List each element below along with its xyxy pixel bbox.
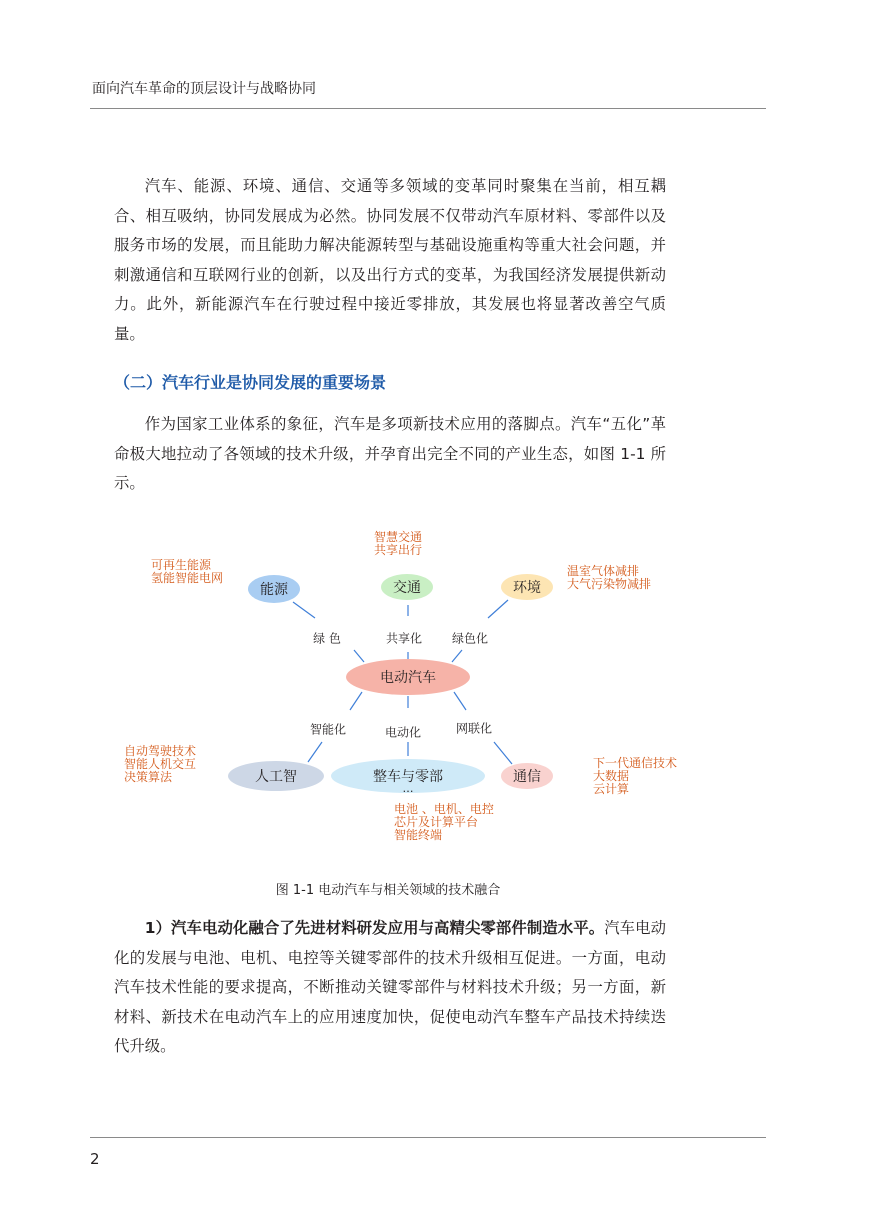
paragraph-five-transformations: 作为国家工业体系的象征，汽车是多项新技术应用的落脚点。汽车“五化”革命极大地拉动了各领域的技术升级，并孕育出完全不同的产业生态，如图 1-1 所示。 — [114, 415, 666, 492]
footer-divider — [90, 1137, 766, 1138]
paragraph-electrification — [114, 914, 666, 1062]
header-divider — [90, 108, 766, 109]
note-line: 大数据 — [593, 769, 630, 783]
edge-label-transport: 共享化 — [385, 631, 423, 646]
paragraph-collaboration: 汽车、能源、环境、通信、交通等多领域的变革同时聚集在当前，相互耦合、相互吸纳，协同发展成为必然。协同发展不仅带动汽车原材料、零部件以及服务市场的发展，而且能助力解决能源转型与基础设施重构等重大社会问题，并刺激通信和互联网行业的创新，以及出行方式的变革，为我国经济发展提供新动力。此外，新能源汽车在行驶过程中接近零排放，其发展也将显著改善空气质量。 — [114, 177, 666, 343]
node-transport: 交通 — [381, 574, 433, 600]
connector-environment — [488, 600, 508, 618]
note-line: 智能终端 — [394, 828, 443, 842]
connector-communication — [494, 742, 512, 764]
note-line: 氢能智能电网 — [151, 571, 224, 585]
figure-caption: 图 1-1 电动汽车与相关领域的技术融合 — [275, 883, 501, 898]
node-ai: 人工智 — [228, 761, 324, 791]
note-line: 芯片及计算平台 — [394, 815, 479, 829]
edge-label-environment: 绿色化 — [451, 631, 489, 646]
note-line: 智能人机交互 — [124, 757, 197, 771]
edge-label-ai: 智能化 — [309, 722, 347, 737]
connector-ai-center — [350, 692, 362, 710]
edge-label-communication: 网联化 — [455, 721, 493, 736]
technology-fusion-diagram — [0, 520, 869, 870]
connector-energy-center — [354, 650, 364, 662]
node-vehicle-parts: 整车与零部 — [331, 759, 485, 793]
note-line: 温室气体减排 — [567, 564, 640, 578]
note-line: 决策算法 — [124, 770, 173, 784]
running-header: 面向汽车革命的顶层设计与战略协同 — [92, 81, 316, 97]
section-heading: （二）汽车行业是协同发展的重要场景 — [114, 373, 387, 392]
note-line: 可再生能源 — [151, 558, 212, 572]
connector-energy — [293, 602, 315, 618]
note-line: 大气污染物减排 — [567, 577, 652, 591]
node-energy: 能源 — [248, 575, 300, 603]
edge-label-energy: 绿 色 — [313, 631, 341, 646]
note-communication — [593, 757, 677, 796]
paragraph-body: 汽车电动化的发展与电池、电机、电控等关键零部件的技术升级相互促进。一方面，电动汽车技术性能的要求提高，不断推动关键零部件与材料技术升级；另一方面，新材料、新技术在电动汽车上的应用速度加快，促使电动汽车整车产品技术持续迭代升级。 — [114, 919, 666, 1055]
connector-environment-center — [452, 650, 462, 662]
note-line: 共享出行 — [374, 543, 423, 557]
page-number: 2 — [90, 1150, 100, 1168]
node-communication: 通信 — [501, 763, 553, 789]
note-line: 云计算 — [593, 782, 630, 796]
note-line: 智慧交通 — [374, 530, 423, 544]
edge-label-vehicle-parts: 电动化 — [384, 725, 422, 740]
node-electric-vehicle: 电动汽车 — [346, 659, 470, 695]
connector-communication-center — [454, 692, 466, 710]
note-vehicle-parts — [394, 803, 494, 842]
node-environment: 环境 — [501, 574, 553, 600]
paragraph-lead: 1）汽车电动化融合了先进材料研发应用与高精尖零部件制造水平。 — [144, 919, 605, 937]
vehicle-parts-ellipsis: … — [402, 782, 414, 795]
note-transport — [374, 531, 422, 557]
note-environment — [567, 565, 651, 591]
note-ai — [124, 745, 196, 784]
note-line: 下一代通信技术 — [593, 756, 678, 770]
note-line: 电池 、电机、电控 — [394, 802, 494, 816]
note-energy — [151, 559, 223, 585]
note-line: 自动驾驶技术 — [124, 744, 197, 758]
connector-ai — [308, 742, 322, 762]
